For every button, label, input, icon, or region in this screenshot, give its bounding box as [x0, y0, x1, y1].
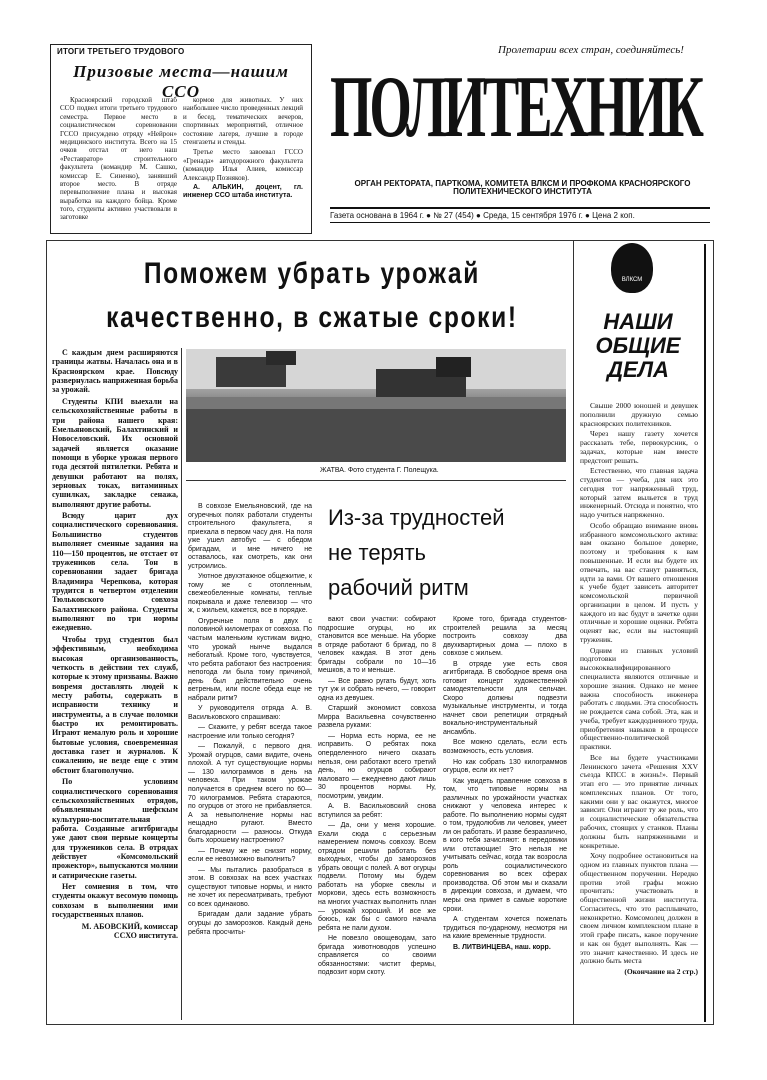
harvest-photo-image	[186, 349, 566, 462]
issue-info: Газета основана в 1964 г. ● № 27 (454) ● Среда, 15 сентября 1976 г. ● Цена 2 коп.	[330, 207, 710, 223]
mid-col-1: В совхозе Емельяновский, где на огуречных полях работали студенты строительного факультета, я приехала в первом часу дня. На поля уже ушел автобус — с обедом бригадам, и мне ничего не оставалось, как смотреть, как они устроились. Уютное двухэтажное общежитие, к тому же с отопленным, свежеобеленные комнаты, теплые покрывала и даже телевизор — что ж, с жильем, кажется, все в порядке. Огуречные поля в двух с половиной километрах от совхоза. По частым маленьким кустикам видно, что урожай нынче выдался небогатый. Кроме того, чувствуется, что ребята работают без настроения: непогода ли была тому причиной, день был действительно очень ветреным, или после обеда еще не набрали ритм? У руководителя отряда А. В. Васильковского спрашиваю: — Скажите, у ребят всегда такое настроение или только сегодня? — Пожалуй, с первого дня. Урожай огурцов, сами видите, очень плохой. А тут существующие нормы — 130 килограммов в день на человека. При таком урожае получается в среднем всего по 60—70 килограммов. Ребята стараются, по огурцов от этого не прибавляется. А за невыполнение нормы нас нещадно ругают. Вместо благодарности — разносы. Откуда быть хорошему настроению? — Почему же не снизят норму, если ее невозможно выполнить? — Мы пытались разобраться в этом. В совхозах на всех участках существуют типовые нормы, и никто не хочет их пересматривать, требуют со всех одинаково. Бригадам дали задание убрать огурцы до заморозков. Каждый день ребята просчиты-	[188, 503, 313, 936]
left-para: Чтобы труд студентов был эффективным, необходима высокая организованность, четкость в действии тех служб, которые к этому призваны. Важно вовремя доставлять людей к месту работы, содержать в исправности технику и инструменты, а в случае поломки быстро их ремонтировать. Играют немалую роль и хорошие бытовые условия, своевременная доставка газет и журналов. К сожалению, не везде еще с этим обстоит благополучно.	[52, 634, 178, 775]
slogan: Пролетарии всех стран, соединяйтесь!	[498, 44, 684, 56]
side-article: Свыше 2000 юношей и девушек пополнили дружную семью красноярских политехников. Через нашу газету хочется рассказать тебе, первокурсник, о задачах, которые нам вместе предстоит решать. Естественно, что главная задача студентов — учеба, для них это сегодня тот напряженный труд, который затем выльется в труд инженерный. Отсюда и понятно, что надо учиться напряженно. Особо обращаю внимание вновь избранного комсомольского актива: вам оказано большое доверие, поэтому и требования к вам повышенные. И если вы будете их отвечать, на вас станут равняться, идти за вами. От вашего отношения к учебе будет зависеть авторитет комсомольской первичной организации в целом. И пусть у каждого из вас будут в зачетке одни отличные и хорошие оценки. Ребята оценят вас, если вы настоящий труженик. Одним из главных условий подготовки высококвалифицированного специалиста являются отличные и хорошие знания. Однако не менее важна способность инженера работать с людьми. Эта способность не рождается сама собой. Эта, как и учеба, требует каждодневного труда, приобретения навыков в процессе общественно-политической практики. Все вы будете участниками Ленинского зачета «Решения XXV съезда КПСС в жизнь!». Первый этап его — это принятие личных комплексных планов. От того, какими они у вас окажутся, многое зависит. Они играют ту же роль, что и социалистические обязательства рабочих, стоящих у станков. Планы должны быть напряженными и конкретные. Хочу подробнее остановиться на одном из главных пунктов плана — общественном поручении. Нередко против этой графы можно прочитать: участвовать в общественной жизни института. Согласитесь, что это расплывчато, неконкретно. Комсомолец должен в своем личном комплексном плане в этой графе писать, какое поручение и как он будет выполнять. Как — это значит качественно. И здесь не должно быть места (Окончание на 2 стр.)	[580, 401, 698, 977]
left-signature: М. АБОВСКИЙ, комиссар ССХО института.	[81, 921, 178, 940]
side-title: НАШИ ОБЩИЕ ДЕЛА	[595, 309, 681, 383]
masthead-subtitle: ОРГАН РЕКТОРАТА, ПАРТКОМА, КОМИТЕТА ВЛКСМ И ПРОФКОМА КРАСНОЯРСКОГО ПОЛИТЕХНИЧЕСКОГО ИНСТИТУТА	[354, 179, 691, 197]
box-col-1: Красноярский городской штаб ССО подвел итоги третьего трудового семестра. Первое место в социалистическом соревновании ГССО присуждено отряду «Нейрон» медицинского института. Всего на 15 очков отстал от него наш «Реставратор» строительного факультета (командир М. Сашко, комиссар Е. Синенко), занявший второе место. В отряде перевыполнение плана и высокая выработка на каждого бойца. Кроме того, студенты активно участвовали в заготовке	[60, 96, 177, 222]
side-divider	[573, 240, 574, 1025]
left-para: По условиям социалистического соревнования сельскохозяйственных отрядов, объявленным шефскым культурно-воспитательная работа. Созданные агитбригады уже дают свои первые концерты для тружеников села. В отрядах действует «Комсомольский прожектор», выпускаются молнии и сатирические газеты.	[52, 777, 178, 880]
headline-line-1: Поможем убрать урожай	[143, 257, 481, 290]
mid-col-2: вают свои участки: собирают подросшие огурцы, но их становится все меньше. На уборке в отряде работают 6 бригад, по 8 человек каждая. В этот день бригады собрали по 10—16 мешков, а то и меньше. — Все равно ругать будут, хоть тут уж и собрать нечего, — говорит одна из девушек. Старший экономист совхоза Мирра Васильевна сочувственно развела руками: — Норма есть норма, ее не исправить. О ребятах пока оперделенного ничего сказать нельзя, они работают всего третий день, но огурцов собирают маловато — ежедневно дают лишь 30 процентов нормы. Ну, посмотрим, увидим. А. В. Васильковский снова вступился за ребят: — Да, они у меня хорошие. Ехали сюда с серьезным намерением помочь совхозу. Всем отрядом решили работать без выходных, чтобы до заморозков убрать овощи с полей. А вот огурцы подвели. Потому мы будем работать на уборке свеклы и моркови, здесь есть возможность на многих участках выполнить план — урожай хороший. И все же боюсь, как бы с самого начала ребята не пали духом. Не повезло овощеводам, зато бригада животноводов успешно справляется со своими обязанностями: чистит фермы, подвозит корм скоту.	[318, 616, 436, 977]
left-para: Студенты КПИ выехали на сельскохозяйственные работы в три района нашего края: Емельяновский, Балахтинский и Новоселовский. Их основной задачей является оказание помощи в уборке урожая первого года десятой пятилетки. Ребята и девушки работают на полях, зерновых токах, витаминных сушилках, закладке сенажа, выполняют другие работы.	[52, 396, 178, 509]
article-subhead	[328, 500, 560, 606]
left-para: С каждым днем расширяются границы жатвы. Началась она и в Красноярском крае. Повсюду развернулась напряженная борьба за урожай.	[52, 348, 178, 395]
side-rule	[704, 244, 706, 1022]
caption-rule	[186, 480, 566, 481]
photo-caption: ЖАТВА. Фото студента Г. Полещука.	[320, 467, 439, 474]
left-article	[52, 348, 178, 942]
masthead-title: ПОЛИТЕХНИК	[330, 59, 701, 156]
subhead-line: Из-за трудностей	[328, 505, 505, 530]
subhead-line: рабочий ритм	[328, 575, 469, 601]
left-para: Всюду царит дух социалистического соревнования. Большинство студентов выполняет сменные задания на 110—150 процентов, не отстает от тружеников села. Тон в соревновании задает бригада Владимира Черепкова, которая трудится в четвертом отделении Тюльковского совхоза Балахтинского района. Студенты выполняют по три нормы ежедневно.	[52, 511, 178, 633]
box-col-2: кормов для животных. У них наибольшее число проведенных лекций и бесед, тематических вечеров, спортивных мероприятий, отличное состояние лагеря, лучшие в городе стенгазеты и стенды. Третье место завоевал ГССО «Гренада» автодорожного факультета (командир Илья Алиев, комиссар Александр Позняков). А. АЛЬКИН, доцент, гл. инженер ССО штаба института.	[183, 96, 303, 200]
harvest-photo	[186, 349, 566, 462]
headline	[52, 252, 572, 339]
continuation-note: (Окончание на 2 стр.)	[624, 967, 698, 977]
mid-col-3: Кроме того, бригада студентов-строителей решила за месяц построить совхозу два двухквартирных дома — плохо в совхозе с жильем. В отряде уже есть своя агитбригада. В свободное время она готовит концерт художественной самодеятельности для сельчан. Скоро должны подвезти музыкальные инструменты, и тогда начнет свои репетиции отрядный вокально-инструментальный ансамбль. Все можно сделать, если есть возможность, есть условия. Но как собрать 130 килограммов огурцов, если их нет? Как увидеть правление совхоза в том, что типовые нормы на различных по урожайности участках снижают у человека интерес к работе. По выполнению нормы судят о том, трудолюбив ли человек, умеет ли он работать. И разве безразлично, в кого тебя зачисляют: в передовики или отстающие! Это нельзя не учитывать сейчас, когда так возросла роль социалистического соревнования во всех сферах производства. Об этом мы и сказали в дирекции совхоза, и думаем, что меры она примет в самые короткие сроки. А студентам хочется пожелать трудиться по-ударному, несмотря ни на какие временные трудности. В. ЛИТВИНЦЕВА, наш. корр.	[443, 616, 567, 951]
left-para: Нет сомнения в том, что студенты окажут весомую помощь совхозам в выполнении ими государственных планов.	[52, 882, 178, 920]
vlksm-badge-icon: ВЛКСМ	[611, 243, 653, 293]
col-divider	[181, 348, 182, 1020]
box-title: Призовые места—нашим ССО	[73, 62, 289, 101]
mid-signature: В. ЛИТВИНЦЕВА, наш. корр.	[453, 943, 551, 951]
subhead-line: не терять	[328, 540, 427, 566]
box-kicker: ИТОГИ ТРЕТЬЕГО ТРУДОВОГО	[57, 47, 185, 56]
headline-line-2: качественно, в сжатые сроки!	[106, 300, 518, 334]
